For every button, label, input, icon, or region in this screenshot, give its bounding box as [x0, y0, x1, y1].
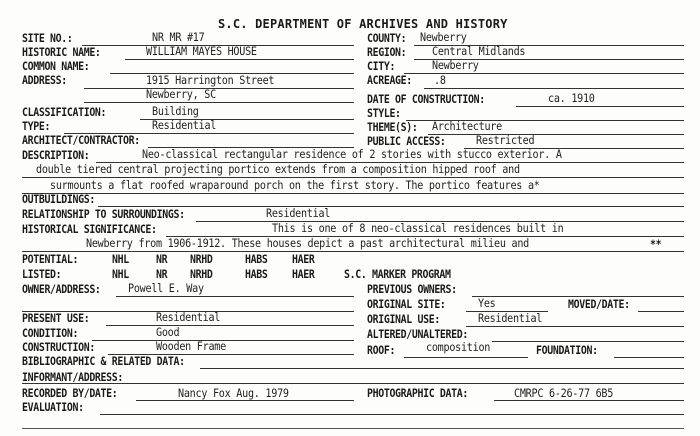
- evaluation-rule-2: [22, 428, 684, 429]
- public-access-label: PUBLIC ACCESS:: [367, 134, 446, 148]
- original-use-rule: [466, 326, 684, 327]
- evaluation-rule: [100, 414, 684, 415]
- recorded-label: RECORDED BY/DATE:: [22, 386, 118, 400]
- photographic-label: PHOTOGRAPHIC DATA:: [367, 386, 468, 400]
- region-label: REGION:: [367, 45, 407, 59]
- acreage-label: ACREAGE:: [367, 73, 412, 87]
- present-use-label: PRESENT USE:: [22, 311, 90, 325]
- roof-rule: [404, 357, 528, 358]
- potential-nrhd: NRHD: [190, 252, 213, 266]
- original-site-label: ORIGINAL SITE:: [367, 297, 446, 311]
- original-use-label: ORIGINAL USE:: [367, 312, 440, 326]
- historic-name-value: WILLIAM MAYES HOUSE: [146, 44, 257, 58]
- foundation-rule: [614, 357, 684, 358]
- informant-label: INFORMANT/ADDRESS:: [22, 370, 123, 384]
- description-line1: Neo-classical rectangular residence of 2 stories with stucco exterior. A: [142, 147, 562, 161]
- site-no-label: SITE NO.:: [22, 31, 73, 45]
- foundation-label: FOUNDATION:: [536, 343, 598, 357]
- description-rule-3: [22, 193, 684, 194]
- classification-value: Building: [152, 104, 199, 118]
- historic-name-label: HISTORIC NAME:: [22, 45, 101, 59]
- common-name-label: COMMON NAME:: [22, 59, 90, 73]
- address-line1: 1915 Harrington Street: [146, 73, 275, 87]
- marker-program-heading: S.C. MARKER PROGRAM: [344, 267, 451, 281]
- address-rule-1: [84, 88, 354, 89]
- listed-nr: NR: [156, 267, 168, 281]
- present-use-value: Residential: [156, 310, 221, 324]
- address-rule-2: [84, 102, 354, 103]
- listed-nhl: NHL: [112, 267, 129, 281]
- relationship-label: RELATIONSHIP TO SURROUNDINGS:: [22, 207, 185, 221]
- bibliographic-rule-1: [200, 368, 684, 369]
- relationship-value: Residential: [266, 206, 331, 220]
- moved-date-rule: [638, 311, 684, 312]
- county-label: COUNTY:: [367, 31, 407, 45]
- classification-label: CLASSIFICATION:: [22, 105, 107, 119]
- date-of-construction-rule: [516, 106, 684, 107]
- significance-continuation-mark: **: [650, 237, 662, 251]
- city-value: Newberry: [432, 58, 479, 72]
- acreage-value: .8: [434, 73, 446, 87]
- condition-label: CONDITION:: [22, 326, 79, 340]
- photographic-value: CMRPC 6-26-77 6B5: [514, 386, 614, 400]
- theme-label: THEME(S):: [367, 120, 418, 134]
- recorded-rule: [136, 400, 354, 401]
- listed-label: LISTED:: [22, 267, 62, 281]
- description-line2: double tiered central projecting portico extends from a composition hipped roof and: [36, 162, 520, 176]
- previous-owners-label: PREVIOUS OWNERS:: [367, 282, 457, 296]
- construction-label: CONSTRUCTION:: [22, 340, 95, 354]
- significance-label: HISTORICAL SIGNIFICANCE:: [22, 222, 157, 236]
- region-value: Central Midlands: [432, 44, 526, 58]
- site-no-value: NR MR #17: [152, 30, 205, 44]
- potential-nr: NR: [156, 252, 168, 266]
- outbuildings-rule: [98, 206, 684, 207]
- historic-name-rule: [125, 59, 354, 60]
- potential-haer: HAER: [292, 252, 315, 266]
- potential-nhl: NHL: [112, 252, 129, 266]
- address-line2: Newberry, SC: [146, 87, 216, 101]
- public-access-value: Restricted: [476, 133, 535, 147]
- roof-value: composition: [426, 340, 491, 354]
- listed-nrhd: NRHD: [190, 267, 213, 281]
- date-of-construction-label: DATE OF CONSTRUCTION:: [367, 92, 485, 106]
- description-line3: surmounts a flat roofed wraparound porch on the first story. The portico features a*: [50, 178, 540, 192]
- style-label: STYLE:: [367, 106, 401, 120]
- potential-habs: HABS: [245, 252, 268, 266]
- condition-value: Good: [156, 325, 180, 339]
- original-site-value: Yes: [478, 296, 496, 310]
- roof-label: ROOF:: [367, 343, 396, 357]
- photographic-rule: [494, 400, 684, 401]
- acreage-rule: [424, 88, 684, 89]
- outbuildings-label: OUTBUILDINGS:: [22, 192, 95, 206]
- owner-label: OWNER/ADDRESS:: [22, 282, 101, 296]
- description-label: DESCRIPTION:: [22, 148, 90, 162]
- significance-line1: This is one of 8 neo-classical residences built in: [272, 221, 564, 235]
- type-label: TYPE:: [22, 119, 51, 133]
- address-label: ADDRESS:: [22, 73, 67, 87]
- construction-value: Wooden Frame: [156, 339, 226, 353]
- present-use-rule: [106, 325, 354, 326]
- owner-rule-1: [116, 296, 354, 297]
- city-label: CITY:: [367, 59, 396, 73]
- potential-label: POTENTIAL:: [22, 252, 79, 266]
- listed-haer: HAER: [292, 267, 315, 281]
- theme-value: Architecture: [432, 119, 502, 133]
- listed-habs: HABS: [245, 267, 268, 281]
- altered-rule: [492, 341, 684, 342]
- theme-rule: [428, 134, 684, 135]
- recorded-value: Nancy Fox Aug. 1979: [178, 386, 289, 400]
- type-value: Residential: [152, 118, 217, 132]
- owner-value: Powell E. Way: [128, 281, 204, 295]
- county-value: Newberry: [420, 30, 467, 44]
- original-use-value: Residential: [478, 311, 543, 325]
- date-of-construction-value: ca. 1910: [548, 91, 595, 105]
- city-rule: [404, 73, 684, 74]
- card-header: S.C. DEPARTMENT OF ARCHIVES AND HISTORY: [218, 17, 508, 31]
- significance-line2: Newberry from 1906-1912. These houses depict a past architectural milieu and: [86, 236, 529, 250]
- architect-label: ARCHITECT/CONTRACTOR:: [22, 133, 140, 147]
- altered-label: ALTERED/UNALTERED:: [367, 327, 468, 341]
- moved-date-label: MOVED/DATE:: [568, 297, 630, 311]
- bibliographic-label: BIBLIOGRAPHIC & RELATED DATA:: [22, 354, 185, 368]
- evaluation-label: EVALUATION:: [22, 400, 84, 414]
